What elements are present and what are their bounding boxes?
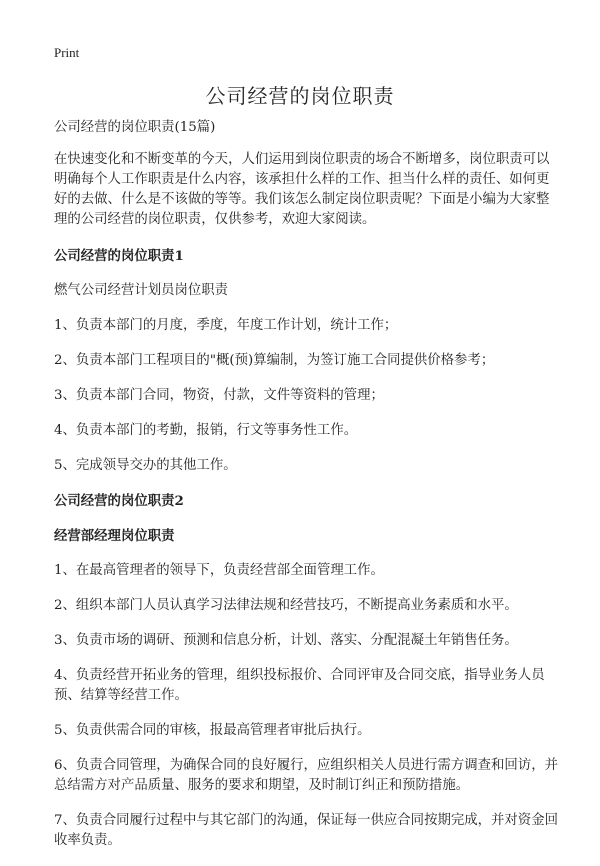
document-subtitle: 公司经营的岗位职责(15篇) [54,120,216,135]
list-item: 2、负责本部门工程项目的"概(预)算编制，为签订施工合同提供价格参考； [54,353,495,368]
list-item: 3、负责市场的调研、预测和信息分析，计划、落实、分配混凝土年销售任务。 [54,633,518,648]
list-item: 4、负责经营开拓业务的管理，组织投标报价、合同评审及合同交底，指导业务人员预、结算等经营工作。 [54,668,545,703]
page-title: 公司经营的岗位职责 [205,84,395,108]
intro-paragraph: 在快速变化和不断变革的今天，人们运用到岗位职责的场合不断增多，岗位职责可以明确每个人工作职责是什么内容，该承担什么样的工作、担当什么样的责任、如何更好的去做、什么是不该做的等等。我们该怎么制定岗位职责呢？下面是小编为大家整理的公司经营的岗位职责，仅供参考，欢迎大家阅读。 [54,152,550,227]
list-item: 1、负责本部门的月度，季度，年度工作计划，统计工作； [54,318,398,333]
list-item: 7、负责合同履行过程中与其它部门的沟通，保证每一供应合同按期完成，并对资金回收率负责。 [54,813,558,848]
section-heading: 公司经营的岗位职责2 [54,493,184,509]
list-item: 5、负责供需合同的审核，报最高管理者审批后执行。 [54,723,371,738]
document-body [54,118,558,866]
list-item: 1、在最高管理者的领导下，负责经营部全面管理工作。 [54,563,384,578]
list-item: 4、负责本部门的考勤，报销，行文等事务性工作。 [54,423,358,438]
section-subheading: 燃气公司经营计划员岗位职责 [54,283,229,298]
list-item: 6、负责合同管理，为确保合同的良好履行，应组织相关人员进行需方调查和回访，并总结需方对产品质量、服务的要求和期望，及时制订纠正和预防措施。 [54,758,558,793]
section-heading: 公司经营的岗位职责1 [54,248,184,264]
list-item: 2、组织本部门人员认真学习法律法规和经营技巧，不断提高业务素质和水平。 [54,598,518,613]
list-item: 3、负责本部门合同，物资，付款，文件等资料的管理； [54,388,384,403]
list-item: 5、完成领导交办的其他工作。 [54,458,237,473]
print-link[interactable]: Print [54,45,80,60]
section-subheading: 经营部经理岗位职责 [54,528,175,544]
